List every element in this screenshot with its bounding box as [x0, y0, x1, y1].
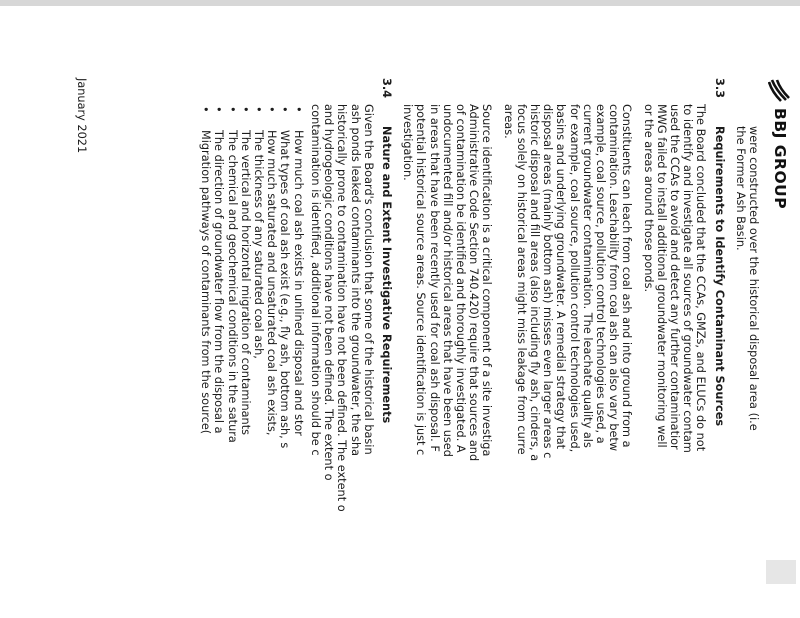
bbj-swoosh-icon	[768, 78, 790, 102]
paragraph: The Board concluded that the CCAs, GMZs, and ELUCs do not to identify and investigate all sources of groundwater contam used the CCAs to avoid and detect any further contaminatior MWG failed to install additional groundwater monitoring well or the areas around those ponds.	[641, 104, 708, 453]
company-logo	[766, 78, 792, 594]
list-item: • How much coal ash exists in unlined disposal and stor	[291, 106, 305, 436]
paragraph: Source identification is a critical component of a site investiga Administrative Code Section 740.420) require that sources and of contamination be identified and thoroughly investigated. A undocumented fill and/or historical areas that have been used in areas that have been recently used for coal ash disposal. F potential historical source areas. Source identification is just c investigation.	[401, 104, 494, 462]
footer-date: January 2021	[75, 78, 88, 154]
scan-edge-mark	[0, 0, 800, 6]
paragraph: Given the Board's conclusion that some of the historical basin ash ponds leaked contaminants into the groundwater, the sha historically prone to contamination have not been defined. The extent o and hydrogeologic conditions have not been defined. The extent o contamination is identified, additional information should be c	[308, 104, 375, 512]
list-item: • The direction of groundwater flow from the disposal a	[212, 106, 226, 434]
section-number: 3.4	[379, 78, 393, 99]
paragraph: Constituents can leach from coal ash and into ground from a contamination. Leachability from coal ash can also vary betw example, coal source, pollution control technologies used, a current groundwater contamination. The leachate quality als for example, coal source, pollution control technologies used, basins and underlying groundwater. A remedial strategy that disposal areas (mainly bottom ash) misses even larger areas c historic disposal and fill areas (also including fly ash, cinders, a focus solely on historical areas might miss leakage from curre areas.	[501, 104, 634, 462]
intro-paragraph: were constructed over the historical disposal area (i.e the Former Ash Basin.	[733, 126, 760, 431]
logo-text: BBJ GROUP	[770, 108, 789, 210]
list-item: • What types of coal ash exist (e.g., fly ash, bottom ash, s	[278, 106, 292, 449]
document-body	[199, 78, 792, 594]
bullet-list	[199, 104, 305, 594]
section-title: Nature and Extent Investigative Requirements	[379, 126, 393, 424]
section-title: Requirements to Identify Contaminant Sources	[712, 126, 726, 427]
section-3-3-heading	[712, 78, 725, 594]
list-item: • How much saturated and unsaturated coal ash exists,	[265, 106, 279, 436]
section-3-4-heading	[380, 78, 393, 594]
list-item: • The vertical and horizontal migration of contaminants	[238, 106, 252, 436]
list-item: • The chemical and geochemical conditions in the satura	[225, 106, 239, 443]
section-number: 3.3	[712, 78, 726, 99]
list-item: • Migration pathways of contaminants from the source(	[199, 106, 213, 435]
list-item: • The thickness of any saturated coal ash,	[252, 106, 266, 359]
